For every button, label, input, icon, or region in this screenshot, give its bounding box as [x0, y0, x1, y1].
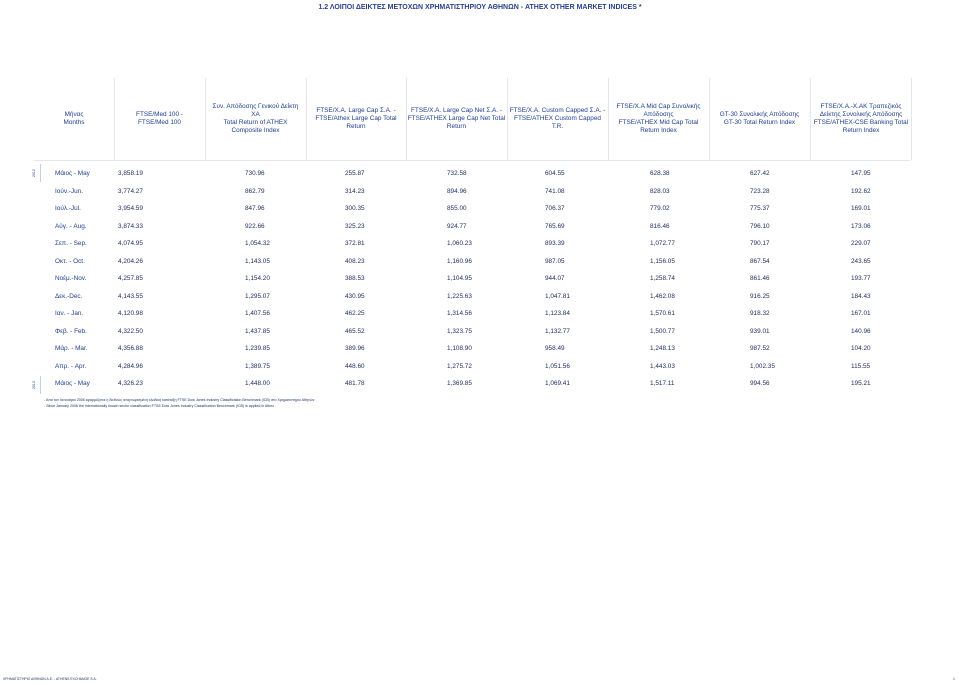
value-cell: 939.01 — [750, 327, 770, 335]
month-cell: Μάιος - May — [55, 380, 90, 387]
value-cell: 173.06 — [851, 222, 871, 230]
value-cell: 1,054.32 — [245, 240, 270, 247]
value-cell: 372.81 — [345, 240, 365, 247]
value-cell: 4,074.95 — [118, 240, 143, 247]
value-cell: 862.79 — [245, 187, 265, 195]
value-cell: 3,874.33 — [118, 222, 143, 230]
value-cell: 1,248.13 — [650, 345, 675, 352]
table-row — [0, 237, 960, 251]
value-cell: 765.69 — [545, 222, 565, 230]
value-cell: 1,437.85 — [245, 327, 270, 335]
value-cell: 1,389.75 — [245, 362, 270, 370]
value-cell: 325.23 — [345, 222, 365, 230]
header-gt30-tr: GT-30 Συνολικής Απόδοσης GT-30 Total Return Index — [719, 111, 800, 126]
value-cell: 706.37 — [545, 205, 565, 212]
value-cell: 893.39 — [545, 240, 565, 247]
header-large-cap-net-tr: FTSE/Χ.Α. Large Cap Net Σ.Α. - FTSE/ATHEX Large Cap Net Total Return — [407, 107, 506, 130]
header-ftse-med-100: FTSE/Med 100 - FTSE/Med 100 — [136, 111, 183, 126]
value-cell: 1,072.77 — [650, 240, 675, 247]
header-banking-tr: FTSE/Χ.Α.-Χ.ΑΚ Τραπεζικός Δείκτης Συνολικής Απόδοσης FTSE/ATHEX-CSE Banking Total Return Index — [813, 103, 909, 134]
table-row — [0, 255, 960, 269]
value-cell: 627.42 — [750, 170, 770, 177]
header-total-return-composite: Συν. Απόδοσης Γενικού Δείκτη ΧΑ Total Return of ATHEX Composite Index — [212, 103, 299, 134]
value-cell: 4,143.55 — [118, 292, 143, 300]
footnote: - Από τον Ιανουάριο 2006 εφαρμόζεται η διεθνώς αναγνωρισμένη κλαδική κατάταξη FTSE Dow Jones Industry Classification Benchmark (ICB) στο Χρηματιστήριο Αθηνών — [44, 398, 315, 402]
value-cell: 465.52 — [345, 327, 365, 335]
month-cell: Μάιος - May — [55, 170, 90, 177]
value-cell: 1,275.72 — [447, 362, 472, 370]
value-cell: 462.25 — [345, 310, 365, 317]
table-row — [0, 185, 960, 199]
table-row — [0, 272, 960, 286]
value-cell: 741.08 — [545, 187, 565, 195]
value-cell: 894.96 — [447, 187, 467, 195]
header-mid-cap-tr: FTSE/Χ.Α Mid Cap Συνολικής Απόδοσης FTSE/ATHEX Mid Cap Total Return Index — [616, 103, 701, 134]
value-cell: 115.55 — [851, 362, 871, 370]
value-cell: 867.54 — [750, 257, 770, 265]
value-cell: 4,356.88 — [118, 345, 143, 352]
value-cell: 1,407.56 — [245, 310, 270, 317]
value-cell: 730.96 — [245, 170, 265, 177]
value-cell: 192.62 — [851, 187, 871, 195]
value-cell: 987.52 — [750, 345, 770, 352]
value-cell: 828.03 — [650, 187, 670, 195]
value-cell: 1,108.90 — [447, 345, 472, 352]
value-cell: 4,284.96 — [118, 362, 143, 370]
value-cell: 314.23 — [345, 187, 365, 195]
footnote: - Since January 2006 the internationally known sector classification FTSE Dow Jones Industry Classification Benchmark (ICB) is applied in Athex . — [44, 404, 277, 408]
value-cell: 944.07 — [545, 275, 565, 282]
value-cell: 1,517.11 — [650, 380, 675, 387]
value-cell: 147.95 — [851, 170, 871, 177]
value-cell: 847.96 — [245, 205, 265, 212]
table-row — [0, 290, 960, 304]
table-row — [0, 342, 960, 356]
value-cell: 861.46 — [750, 275, 770, 282]
value-cell: 1,156.05 — [650, 257, 675, 265]
value-cell: 1,060.23 — [447, 240, 472, 247]
value-cell: 918.32 — [750, 310, 770, 317]
value-cell: 1,314.56 — [447, 310, 472, 317]
value-cell: 855.00 — [447, 205, 467, 212]
value-cell: 1,239.85 — [245, 345, 270, 352]
value-cell: 1,448.00 — [245, 380, 270, 387]
value-cell: 3,954.59 — [118, 205, 143, 212]
value-cell: 1,462.08 — [650, 292, 675, 300]
year-label: 2013 — [32, 376, 41, 394]
value-cell: 628.38 — [650, 170, 670, 177]
value-cell: 448.60 — [345, 362, 365, 370]
month-cell: Σεπ. - Sep. — [55, 240, 87, 247]
value-cell: 4,120.98 — [118, 310, 143, 317]
page-number: 1 — [953, 677, 955, 681]
month-cell: Οκτ. - Oct. — [55, 257, 85, 265]
value-cell: 104.20 — [851, 345, 871, 352]
month-cell: Δεκ.-Dec. — [55, 292, 83, 300]
table-row — [0, 325, 960, 339]
value-cell: 924.77 — [447, 222, 467, 230]
header-bottom-rule — [34, 160, 910, 161]
page-footer: ΧΡΗΜΑΤΙΣΤΗΡΙΟ ΑΘΗΝΩΝ Α.Ε. - ATHENS EXCHANGE S.A. — [3, 677, 97, 681]
value-cell: 4,326.23 — [118, 380, 143, 387]
value-cell: 779.02 — [650, 205, 670, 212]
page-title: 1.2 ΛΟΙΠΟΙ ΔΕΙΚΤΕΣ ΜΕΤΟΧΩΝ ΧΡΗΜΑΤΙΣΤΗΡΙΟΥ ΑΘΗΝΩΝ - ATHEX OTHER MARKET INDICES * — [318, 4, 642, 11]
table-row — [0, 307, 960, 321]
value-cell: 922.66 — [245, 222, 265, 230]
value-cell: 796.10 — [750, 222, 770, 230]
table-row — [0, 167, 960, 181]
value-cell: 1,123.84 — [545, 310, 570, 317]
value-cell: 1,160.96 — [447, 257, 472, 265]
value-cell: 1,154.20 — [245, 275, 270, 282]
value-cell: 1,323.75 — [447, 327, 472, 335]
month-cell: Φεβ. - Feb. — [55, 327, 87, 335]
value-cell: 4,257.85 — [118, 275, 143, 282]
value-cell: 430.95 — [345, 292, 365, 300]
value-cell: 1,051.56 — [545, 362, 570, 370]
value-cell: 243.65 — [851, 257, 871, 265]
month-cell: Ιούλ.-Jul. — [55, 205, 81, 212]
month-cell: Μάρ. - Mar. — [55, 345, 88, 352]
value-cell: 790.17 — [750, 240, 770, 247]
header-large-cap-tr: FTSE/Χ.Α. Large Cap Σ.Α. - FTSE/Athex Large Cap Total Return — [315, 107, 397, 130]
value-cell: 723.28 — [750, 187, 770, 195]
value-cell: 1,143.05 — [245, 257, 270, 265]
value-cell: 1,258.74 — [650, 275, 675, 282]
value-cell: 300.35 — [345, 205, 365, 212]
table-row — [0, 360, 960, 374]
month-cell: Απρ. - Apr. — [55, 362, 87, 370]
table-row — [0, 202, 960, 216]
value-cell: 775.37 — [750, 205, 770, 212]
value-cell: 184.43 — [851, 292, 871, 300]
value-cell: 3,858.19 — [118, 170, 143, 177]
value-cell: 3,774.27 — [118, 187, 143, 195]
header-months: Μήνας Months — [63, 111, 85, 126]
value-cell: 1,002.35 — [750, 362, 775, 370]
value-cell: 4,204.26 — [118, 257, 143, 265]
value-cell: 481.78 — [345, 380, 365, 387]
value-cell: 1,443.03 — [650, 362, 675, 370]
year-label: 2012 — [32, 164, 41, 182]
month-cell: Νοέμ.-Nov. — [55, 275, 87, 282]
value-cell: 816.46 — [650, 222, 670, 230]
value-cell: 994.56 — [750, 380, 770, 387]
table-row — [0, 220, 960, 234]
month-cell: Ιούν.-Jun. — [55, 187, 84, 195]
value-cell: 1,369.85 — [447, 380, 472, 387]
value-cell: 193.77 — [851, 275, 871, 282]
value-cell: 1,500.77 — [650, 327, 675, 335]
header-custom-capped-tr: FTSE/Χ.Α. Custom Capped Σ.Α. - FTSE/ATHEX Custom Capped T.R. — [509, 107, 606, 130]
value-cell: 916.25 — [750, 292, 770, 300]
value-cell: 388.53 — [345, 275, 365, 282]
value-cell: 1,570.61 — [650, 310, 675, 317]
value-cell: 732.58 — [447, 170, 467, 177]
value-cell: 167.01 — [851, 310, 871, 317]
value-cell: 604.55 — [545, 170, 565, 177]
value-cell: 140.96 — [851, 327, 871, 335]
value-cell: 195.21 — [851, 380, 871, 387]
month-cell: Ιαν. - Jan. — [55, 310, 84, 317]
value-cell: 255.87 — [345, 170, 365, 177]
value-cell: 169.01 — [851, 205, 871, 212]
value-cell: 1,069.41 — [545, 380, 570, 387]
value-cell: 389.96 — [345, 345, 365, 352]
month-cell: Αύγ. - Aug. — [55, 222, 87, 230]
value-cell: 987.05 — [545, 257, 565, 265]
value-cell: 1,104.95 — [447, 275, 472, 282]
value-cell: 1,295.07 — [245, 292, 270, 300]
table-row — [0, 377, 960, 391]
value-cell: 1,132.77 — [545, 327, 570, 335]
header-divider — [911, 78, 912, 160]
value-cell: 1,047.81 — [545, 292, 570, 300]
value-cell: 1,225.63 — [447, 292, 472, 300]
value-cell: 408.23 — [345, 257, 365, 265]
value-cell: 4,322.50 — [118, 327, 143, 335]
value-cell: 229.07 — [851, 240, 871, 247]
value-cell: 958.49 — [545, 345, 565, 352]
